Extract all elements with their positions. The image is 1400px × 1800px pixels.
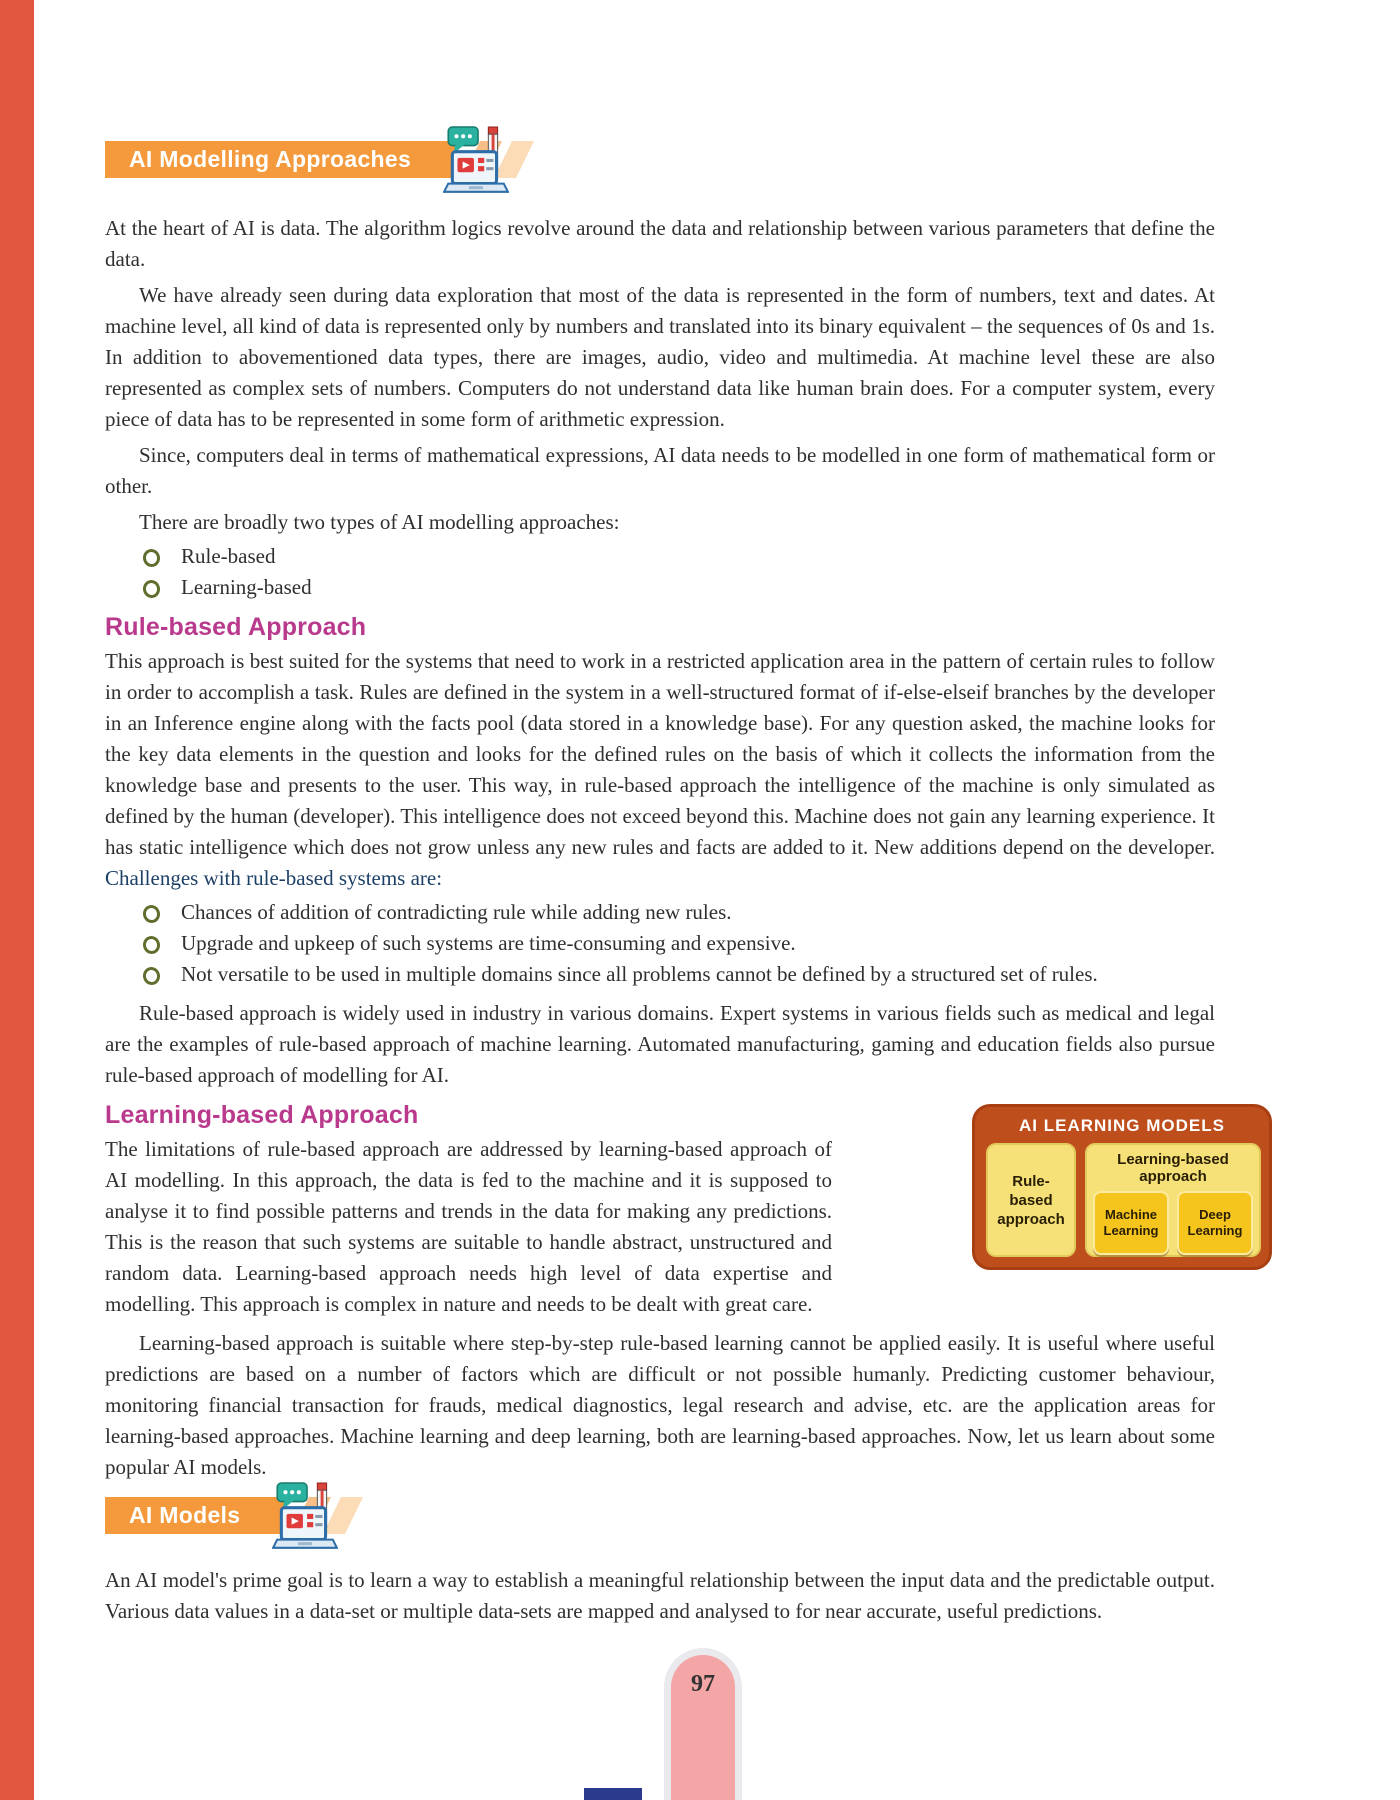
machine-learning-box: Machine Learning bbox=[1093, 1191, 1169, 1255]
paragraph-intro-1: At the heart of AI is data. The algorithm logics revolve around the data and relationship between various parameters that define the data. bbox=[105, 216, 1215, 271]
learning-based-approach-box bbox=[1085, 1143, 1261, 1257]
page-edge-strip bbox=[0, 0, 34, 1800]
figure-title: AI LEARNING MODELS bbox=[1019, 1116, 1225, 1135]
paragraph-ai-models: An AI model's prime goal is to learn a way to establish a meaningful relationship between the input data and the predictable output. Various data values in a data-set or multiple data-sets are mapped and analysed to for near accurate, useful predictions. bbox=[105, 1568, 1215, 1623]
paragraph-rule-based-usage: Rule-based approach is widely used in industry in various domains. Expert systems in various fields such as medical and legal are the examples of rule-based approach of machine learning. Automated manufacturing, gaming and education fields also pursue rule-based approach of modelling for AI. bbox=[105, 1001, 1215, 1087]
paragraph-intro-4: There are broadly two types of AI modelling approaches: bbox=[139, 510, 620, 534]
badge-label: AI Modelling Approaches bbox=[105, 141, 457, 178]
circle-bullet-icon bbox=[141, 934, 161, 955]
circle-bullet-icon bbox=[141, 965, 161, 986]
laptop-video-icon bbox=[444, 152, 508, 192]
list-item bbox=[143, 928, 1215, 959]
circle-bullet-icon bbox=[141, 547, 161, 568]
paragraph-learning-based-2: Learning-based approach is suitable where step-by-step rule-based learning cannot be applied easily. It is useful where useful predictions are based on a number of factors which are difficult or not possible humanly. Predicting customer behaviour, monitoring financial transaction for frauds, medical diagnostics, legal research and advise, etc. are the application areas for learning-based approaches. Machine learning and deep learning, both are learning-based approaches. Now, let us learn about some popular AI models. bbox=[105, 1331, 1215, 1479]
laptop-video-icon bbox=[273, 1508, 337, 1548]
challenges-list bbox=[105, 897, 1215, 990]
list-item-text: Upgrade and upkeep of such systems are time-consuming and expensive. bbox=[181, 931, 796, 955]
circle-bullet-icon bbox=[141, 578, 161, 599]
badge-tail bbox=[457, 141, 567, 183]
badge-label: AI Models bbox=[105, 1497, 286, 1534]
challenges-label: Challenges with rule-based systems are: bbox=[105, 866, 443, 890]
circle-bullet-icon bbox=[141, 903, 161, 924]
model-boxes bbox=[1093, 1191, 1253, 1255]
page-number: 97 bbox=[691, 1671, 715, 1697]
chat-bubble-icon bbox=[278, 1483, 308, 1510]
paragraph-intro-3: Since, computers deal in terms of mathematical expressions, AI data needs to be modelled in one form of mathematical form or other. bbox=[105, 443, 1215, 498]
laptop-lesson-icon bbox=[272, 1482, 338, 1554]
heading-rule-based: Rule-based Approach bbox=[105, 613, 367, 641]
paragraph-intro-2: We have already seen during data exploration that most of the data is represented in the form of numbers, text and dates. At machine level, all kind of data is represented only by numbers and translated into its binary equivalent – the sequences of 0s and 1s. In addition to abovementioned data types, there are images, audio, video and multimedia. At machine level these are also represented as complex sets of numbers. Computers do not understand data like human brain does. For a computer system, every piece of data has to be represented in some form of arithmetic expression. bbox=[105, 283, 1215, 431]
deep-learning-box: Deep Learning bbox=[1177, 1191, 1253, 1255]
learning-based-approach-label: Learning-based approach bbox=[1117, 1151, 1229, 1185]
list-item-text: Rule-based bbox=[181, 544, 276, 568]
list-item-text: Not versatile to be used in multiple domains since all problems cannot be defined by a structured set of rules. bbox=[181, 962, 1098, 986]
learning-based-section bbox=[105, 1100, 1243, 1320]
page-number-tab bbox=[664, 1648, 742, 1800]
list-item bbox=[143, 572, 1215, 603]
rule-based-body-text: This approach is best suited for the systems that need to work in a restricted application area in the pattern of certain rules to follow in order to accomplish a task. Rules are defined in the system in a well-structured format of if-else-elseif branches by the developer in an Inference engine along with the facts pool (data stored in a knowledge base). For any question asked, the machine looks for the key data elements in the question and looks for the defined rules on the basis of which it collects the information from the knowledge base and presents to the user. This way, in rule-based approach the intelligence of the machine is only simulated as defined by the human (developer). This intelligence does not exceed beyond this. Machine does not gain any learning experience. It has static intelligence which does not grow unless any new rules and facts are added to it. New additions depend on the developer. bbox=[105, 649, 1215, 859]
section-badge-models bbox=[105, 1497, 1215, 1539]
list-item bbox=[143, 541, 1215, 572]
section-badge-modelling bbox=[105, 141, 1215, 183]
bottom-navy-bar bbox=[584, 1788, 642, 1800]
laptop-lesson-icon bbox=[443, 126, 509, 198]
paragraph-rule-based bbox=[105, 646, 1215, 894]
paragraph-learning-based: The limitations of rule-based approach are addressed by learning-based approach of AI modelling. In this approach, the data is fed to the machine and it is supposed to analyse it to find possible patterns and trends in the data for making any predictions. This is the reason that such systems are suitable to handle abstract, unstructured and random data. Learning-based approach needs high level of data expertise and modelling. This approach is complex in nature and needs to be dealt with great care. bbox=[105, 1137, 832, 1316]
rule-based-approach-box: Rule-based approach bbox=[986, 1143, 1076, 1257]
approach-type-list bbox=[105, 541, 1215, 603]
list-item bbox=[143, 959, 1215, 990]
chat-bubble-icon bbox=[448, 127, 478, 154]
list-item bbox=[143, 897, 1215, 928]
list-item-text: Chances of addition of contradicting rule while adding new rules. bbox=[181, 900, 732, 924]
ai-learning-models-figure bbox=[972, 1104, 1272, 1270]
figure-body bbox=[986, 1143, 1258, 1257]
badge-tail bbox=[286, 1497, 396, 1539]
heading-learning-based: Learning-based Approach bbox=[105, 1101, 419, 1129]
list-item-text: Learning-based bbox=[181, 575, 312, 599]
page-content bbox=[105, 0, 1243, 1627]
